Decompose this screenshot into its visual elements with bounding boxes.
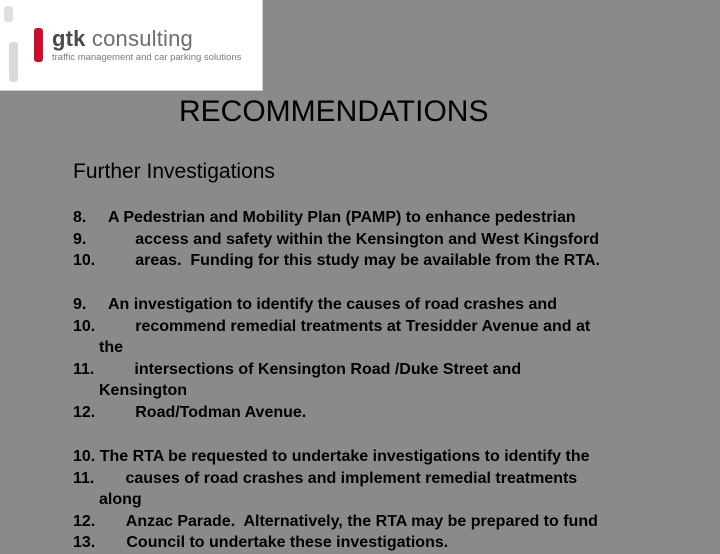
text-line: 9. An investigation to identify the causes of road crashes and — [73, 296, 557, 313]
logo-bar — [34, 28, 43, 62]
slide-subtitle: Further Investigations — [73, 160, 275, 183]
text-line: Kensington — [99, 382, 187, 399]
text-line: 13. Council to undertake these investigations. — [73, 534, 449, 551]
logo-name-rest: consulting — [85, 26, 193, 51]
logo — [0, 0, 263, 91]
text-line: 11. causes of road crashes and implement remedial treatments — [73, 469, 578, 487]
text-line: the — [99, 339, 123, 356]
recommendation-block — [73, 446, 693, 554]
logo-name — [52, 26, 193, 52]
text-line: along — [99, 491, 142, 508]
text-line: 12. Anzac Parade. Alternatively, the RTA may be prepared to fund — [73, 512, 598, 530]
text-line: 9. access and safety within the Kensington and West Kingsford — [73, 230, 600, 248]
slide-title: RECOMMENDATIONS — [179, 95, 489, 128]
logo-name-bold: gtk — [52, 26, 86, 51]
text-line: 12. Road/Todman Avenue. — [73, 403, 307, 421]
logo-tagline: traffic management and car parking solutions — [52, 52, 242, 63]
logo-bar — [4, 6, 13, 22]
logo-bar — [9, 42, 18, 82]
text-line: 11. intersections of Kensington Road /Duke Street and — [73, 360, 522, 378]
recommendation-block — [73, 294, 693, 423]
text-line: 10. recommend remedial treatments at Tresidder Avenue and at — [73, 317, 591, 335]
recommendation-block — [73, 207, 693, 272]
text-line: 10. areas. Funding for this study may be available from the RTA. — [73, 252, 600, 269]
text-line: 8. A Pedestrian and Mobility Plan (PAMP) to enhance pedestrian — [73, 209, 576, 226]
text-line: 10. The RTA be requested to undertake investigations to identify the — [73, 448, 590, 465]
